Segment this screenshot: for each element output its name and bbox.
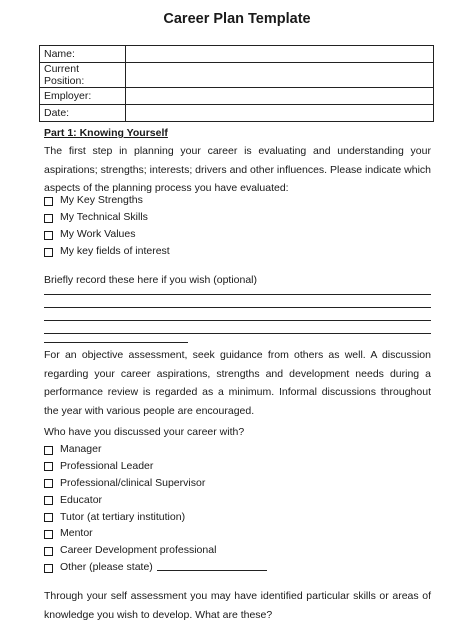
checkbox-label: My Work Values: [60, 228, 136, 241]
checkbox-label: Mentor: [60, 527, 93, 540]
aspects-checklist: [44, 192, 170, 260]
employer-field[interactable]: [126, 88, 434, 105]
current-position-field[interactable]: [126, 63, 434, 88]
employer-label: Employer:: [40, 88, 126, 105]
list-item[interactable]: [44, 226, 170, 243]
checkbox-label: Career Development professional: [60, 544, 217, 557]
table-row: [40, 46, 434, 63]
list-item[interactable]: [44, 542, 267, 559]
checkbox[interactable]: [44, 496, 53, 505]
current-position-label: Current Position:: [40, 63, 126, 88]
assessment-paragraph: For an objective assessment, seek guidance from others as well. A discussion regarding your career aspirations, strengths and development needs during a performance review is regarded as a minimum. Informal discussions throughout the year with various people are encouraged.: [44, 349, 431, 417]
answer-line[interactable]: [44, 320, 431, 321]
list-item[interactable]: [44, 209, 170, 226]
list-item[interactable]: [44, 559, 267, 576]
list-item[interactable]: [44, 441, 267, 458]
checkbox-label: Tutor (at tertiary institution): [60, 510, 186, 523]
name-field[interactable]: [126, 46, 434, 63]
intro-paragraph: The first step in planning your career is evaluating and understanding your aspirations; strengths; interests; drivers and other influences. Please indicate which aspects of the planning process you have evaluated:: [44, 145, 431, 194]
name-label: Name:: [40, 46, 126, 63]
checkbox[interactable]: [44, 547, 53, 556]
table-row: [40, 63, 434, 88]
other-answer-line[interactable]: [157, 570, 267, 571]
part1-heading: Part 1: Knowing Yourself: [44, 127, 168, 139]
checkbox-label: Professional/clinical Supervisor: [60, 476, 206, 489]
answer-line[interactable]: [44, 342, 188, 343]
checkbox[interactable]: [44, 530, 53, 539]
date-field[interactable]: [126, 105, 434, 122]
checkbox-label: Manager: [60, 443, 102, 455]
checkbox-label: My Technical Skills: [60, 211, 148, 224]
table-row: [40, 105, 434, 122]
list-item[interactable]: [44, 492, 267, 509]
list-item[interactable]: [44, 458, 267, 475]
checkbox-label: Professional Leader: [60, 459, 154, 472]
discussed-prompt: Who have you discussed your career with?: [44, 426, 245, 438]
closing-paragraph: Through your self assessment you may have identified particular skills or areas of knowledge you wish to develop. What are these?: [44, 590, 431, 621]
discussed-checklist: [44, 441, 267, 576]
checkbox-label: Other (please state): [60, 561, 153, 574]
checkbox-label: My Key Strengths: [60, 194, 143, 206]
record-prompt: Briefly record these here if you wish (optional): [44, 274, 258, 286]
list-item[interactable]: [44, 525, 267, 542]
list-item[interactable]: [44, 475, 267, 492]
answer-line[interactable]: [44, 294, 431, 295]
answer-line[interactable]: [44, 333, 431, 334]
info-table: [39, 45, 434, 122]
list-item[interactable]: [44, 509, 267, 526]
checkbox[interactable]: [44, 446, 53, 455]
checkbox[interactable]: [44, 513, 53, 522]
checkbox-label: My key fields of interest: [60, 245, 170, 258]
list-item[interactable]: [44, 243, 170, 260]
page-title: Career Plan Template: [163, 11, 311, 27]
checkbox[interactable]: [44, 462, 53, 471]
answer-line[interactable]: [44, 307, 431, 308]
checkbox[interactable]: [44, 197, 53, 206]
checkbox[interactable]: [44, 479, 53, 488]
table-row: [40, 88, 434, 105]
checkbox[interactable]: [44, 564, 53, 573]
checkbox-label: Educator: [60, 493, 103, 506]
checkbox[interactable]: [44, 231, 53, 240]
date-label: Date:: [40, 105, 126, 122]
checkbox[interactable]: [44, 248, 53, 257]
checkbox[interactable]: [44, 214, 53, 223]
list-item[interactable]: [44, 192, 170, 209]
